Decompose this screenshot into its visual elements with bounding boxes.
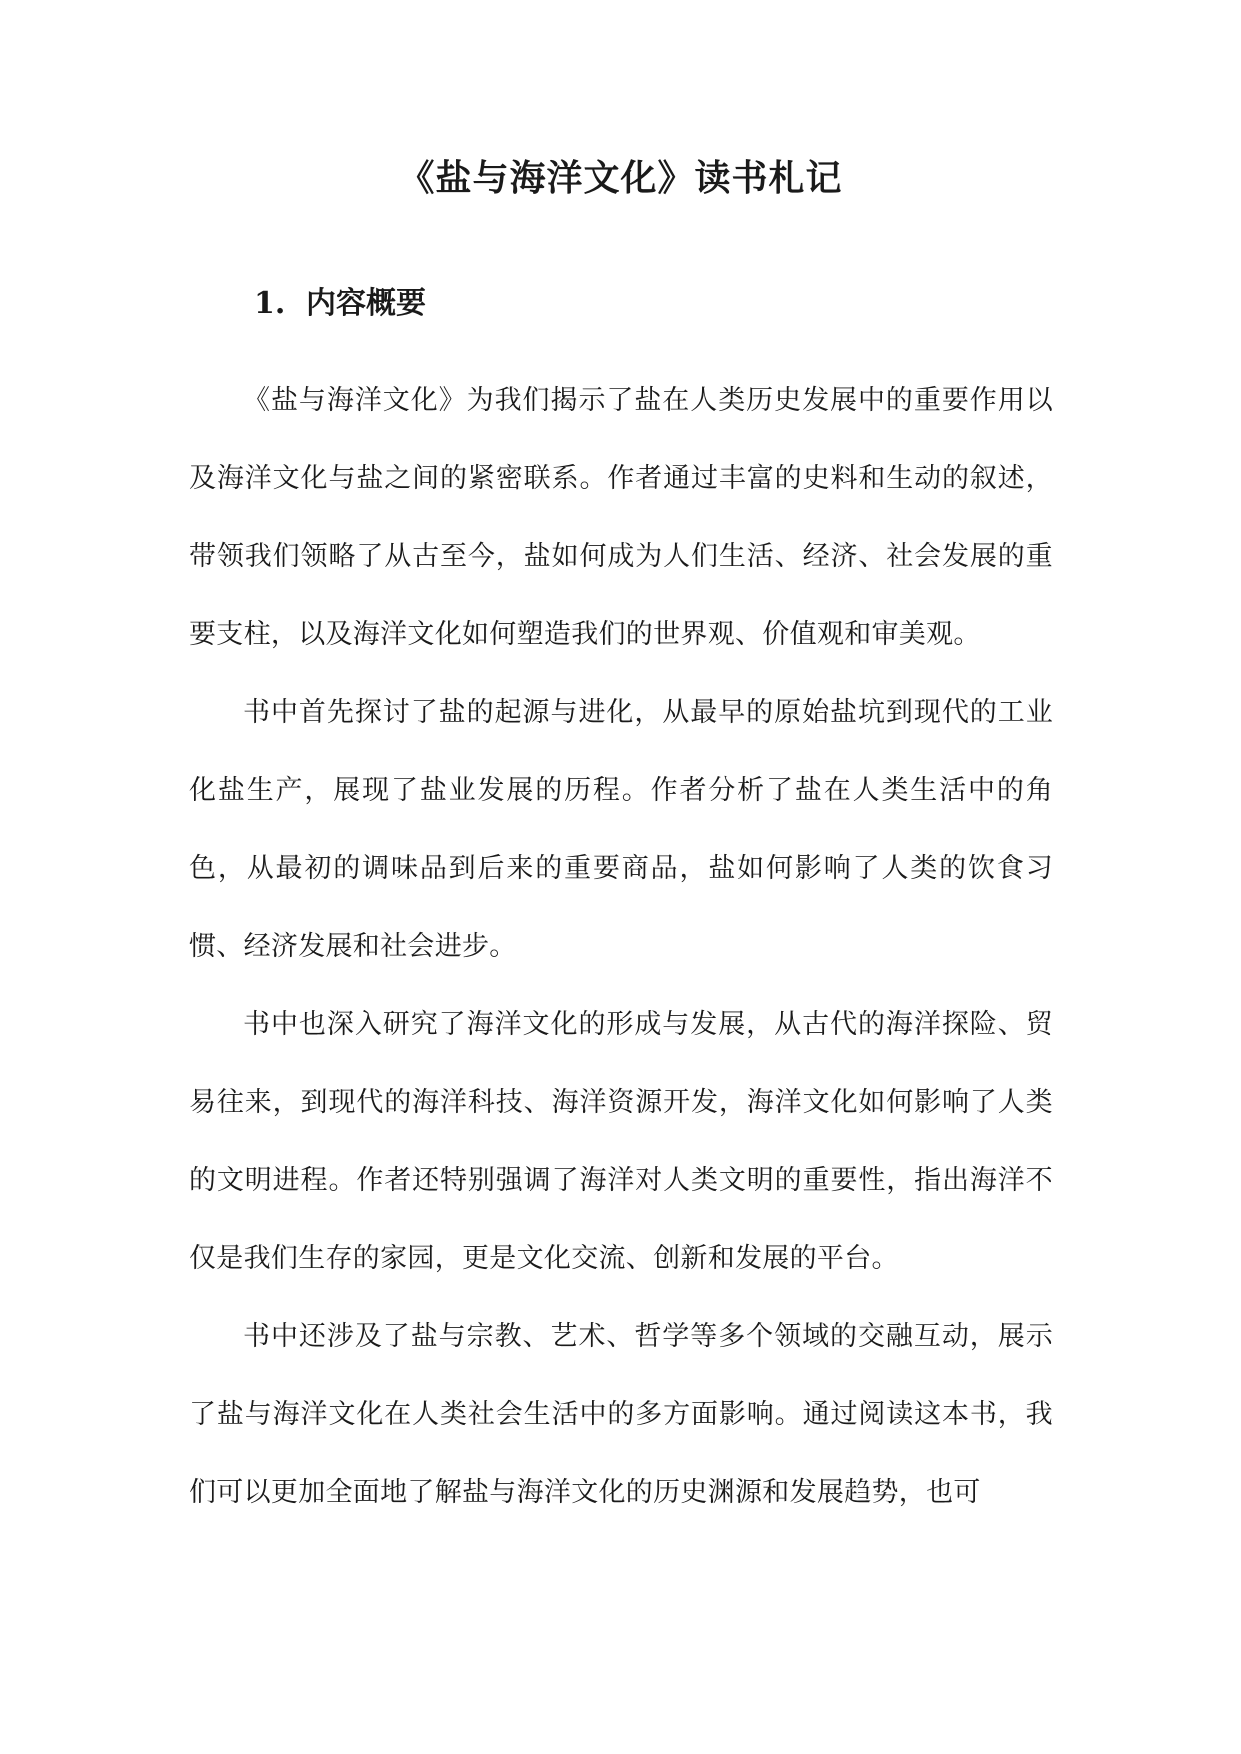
paragraph: 《盐与海洋文化》为我们揭示了盐在人类历史发展中的重要作用以及海洋文化与盐之间的紧密联系。作者通过丰富的史料和生动的叙述，带领我们领略了从古至今，盐如何成为人们生活、经济、社会发展的重要支柱，以及海洋文化如何塑造我们的世界观、价值观和审美观。 [189,385,1053,650]
section-number: 1. [254,286,286,321]
paragraph: 书中首先探讨了盐的起源与进化，从最早的原始盐坑到现代的工业化盐生产，展现了盐业发展的历程。作者分析了盐在人类生活中的角色，从最初的调味品到后来的重要商品，盐如何影响了人类的饮食习惯、经济发展和社会进步。 [189,697,1053,962]
paragraph: 书中也深入研究了海洋文化的形成与发展，从古代的海洋探险、贸易往来，到现代的海洋科技、海洋资源开发，海洋文化如何影响了人类的文明进程。作者还特别强调了海洋对人类文明的重要性，指出海洋不仅是我们生存的家园，更是文化交流、创新和发展的平台。 [189,1009,1053,1274]
document-title: 《盐与海洋文化》读书札记 [398,157,843,199]
body-text [189,362,1053,1532]
paragraph: 书中还涉及了盐与宗教、艺术、哲学等多个领域的交融互动，展示了盐与海洋文化在人类社会生活中的多方面影响。通过阅读这本书，我们可以更加全面地了解盐与海洋文化的历史渊源和发展趋势，也可 [189,1321,1053,1508]
section-heading-text: 内容概要 [306,286,426,321]
section-heading [254,280,426,328]
